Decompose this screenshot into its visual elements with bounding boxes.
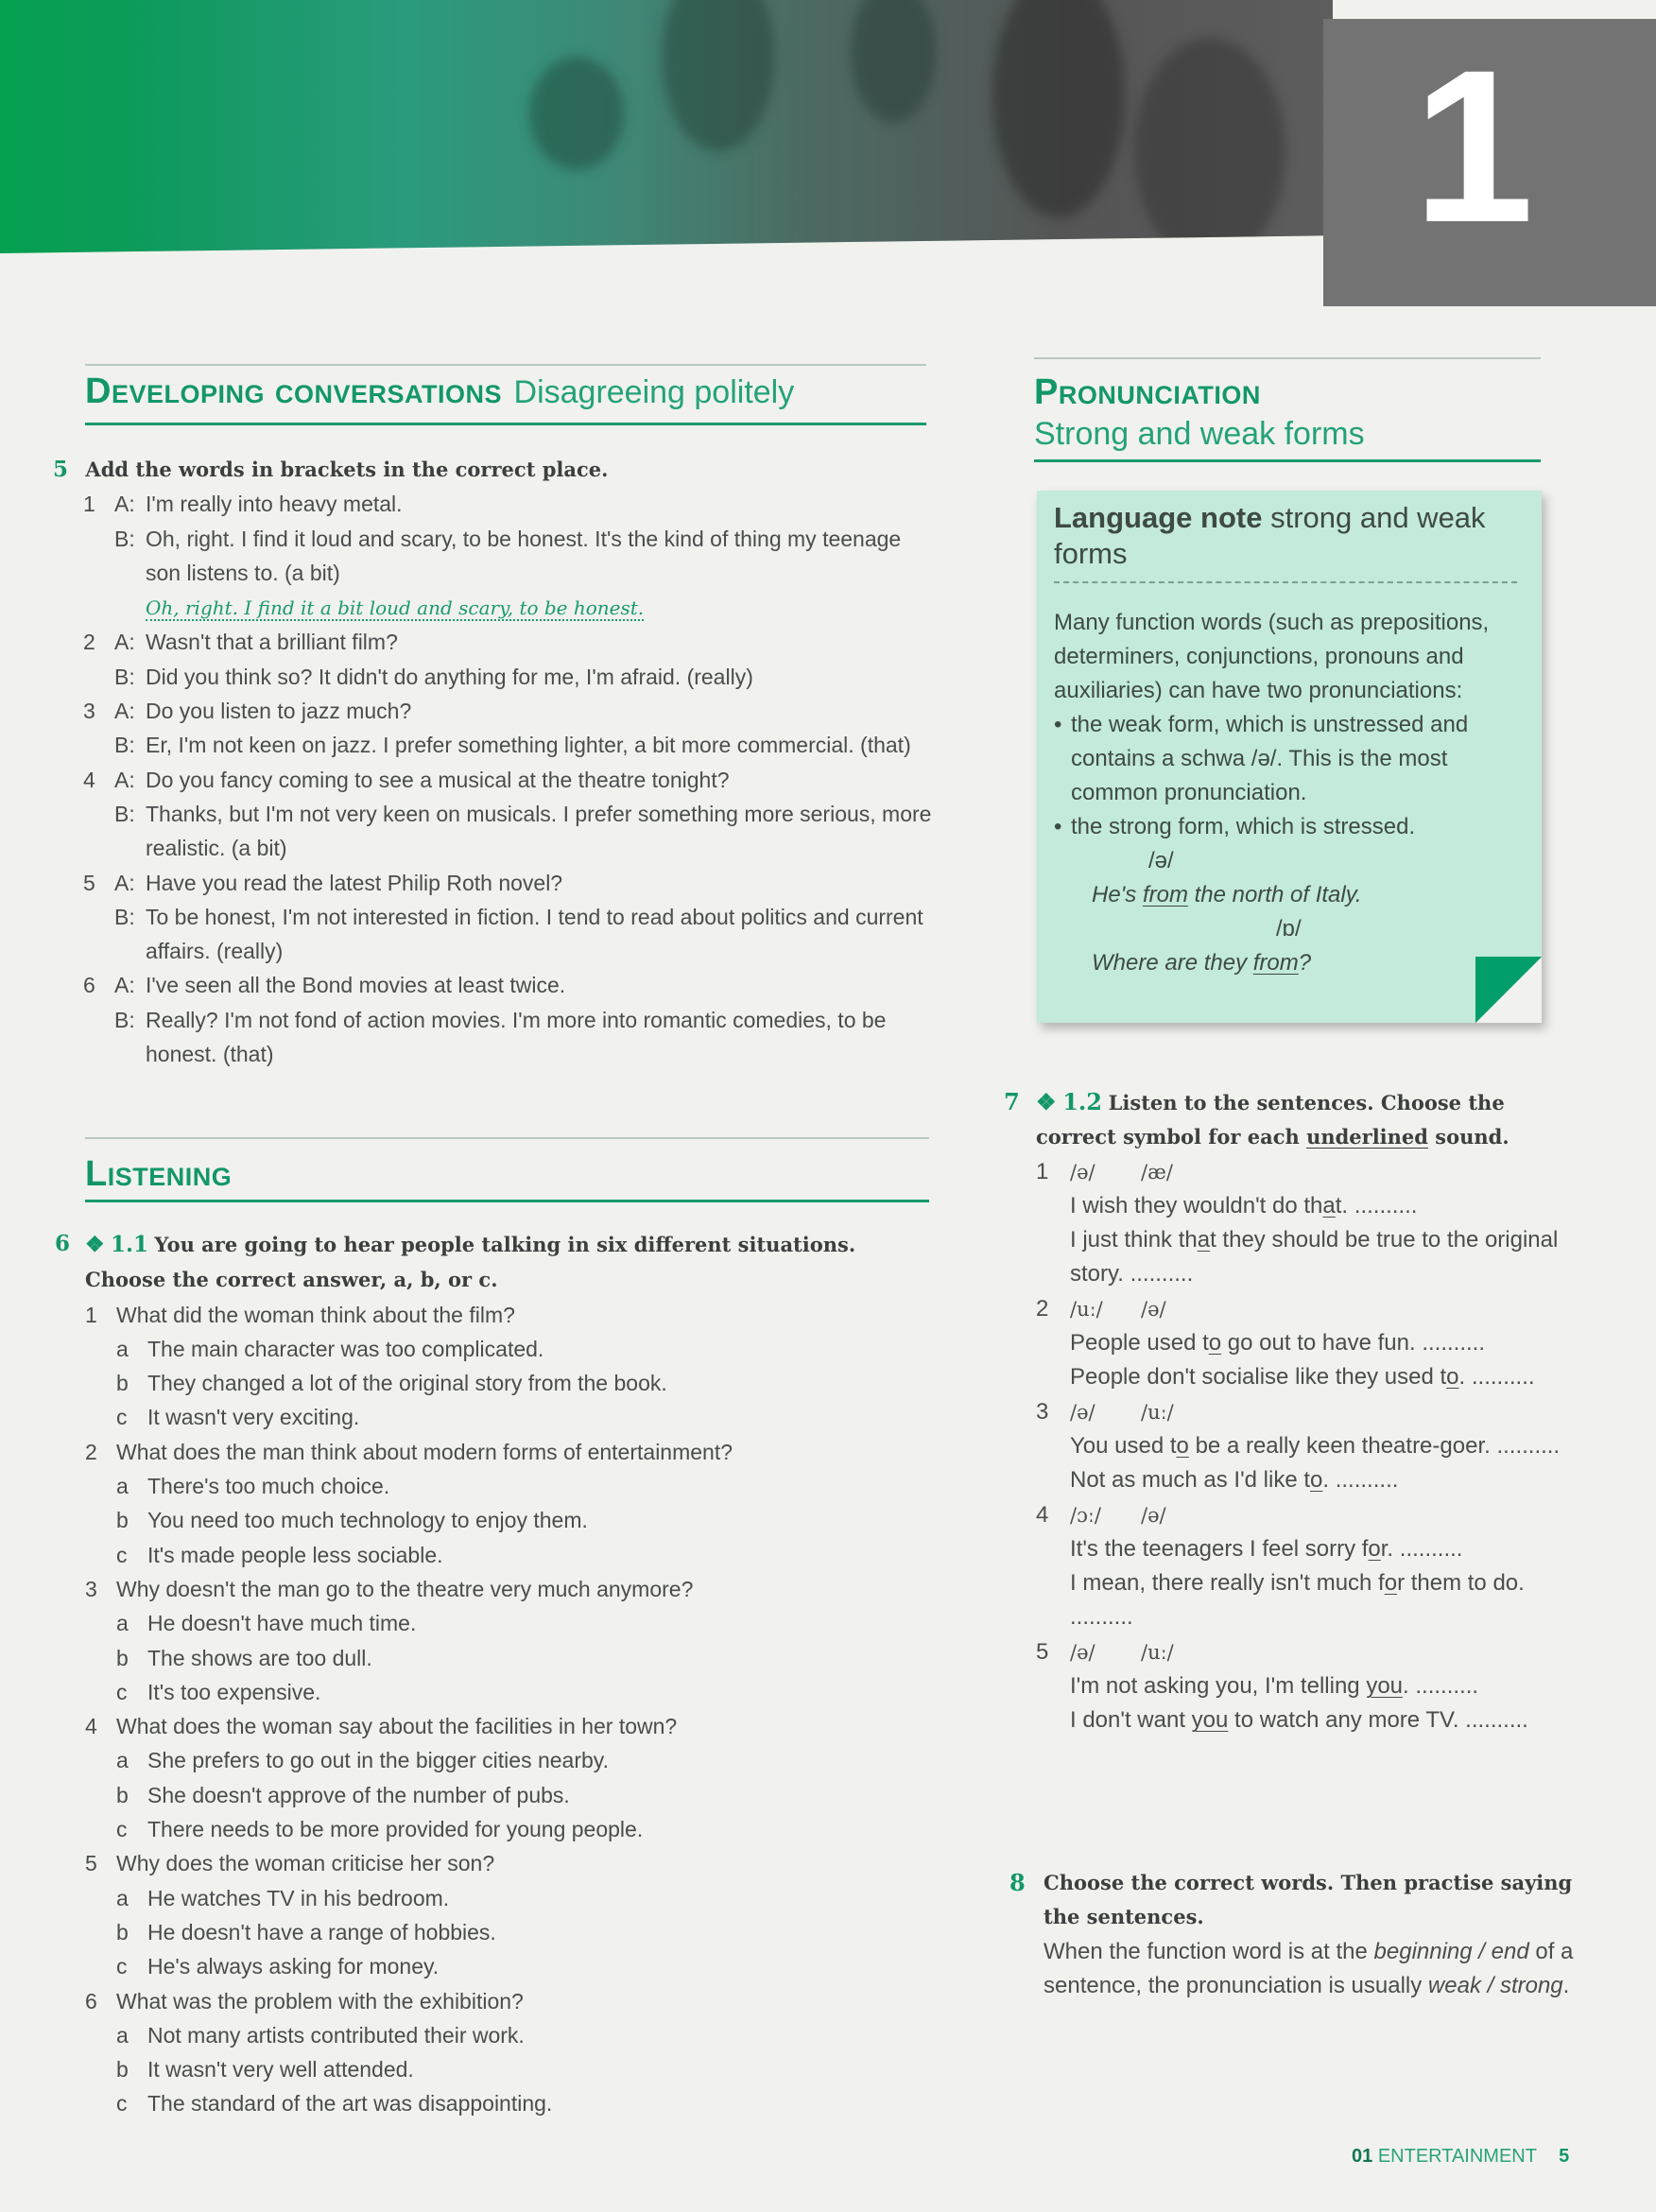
note-bullet <box>1054 810 1527 844</box>
answer-option[interactable] <box>85 1778 934 1812</box>
sentence <box>1070 1429 1561 1463</box>
option-letter: b <box>116 1919 129 1944</box>
exercise-number: 7 <box>1004 1088 1020 1115</box>
phonetic-symbol: /ə/ <box>1148 848 1174 873</box>
item-number: 5 <box>83 870 95 895</box>
sentence <box>1070 1703 1561 1737</box>
item-number: 1 <box>83 492 95 517</box>
answer-option[interactable] <box>85 1606 934 1640</box>
underlined-sound: o <box>1208 1330 1222 1357</box>
answer-option[interactable] <box>85 2018 934 2052</box>
symbols <box>1070 1635 1561 1669</box>
symbol-choice <box>1036 1395 1561 1429</box>
answer-option[interactable] <box>85 1812 934 1846</box>
sentence <box>1070 1326 1561 1360</box>
symbol-choice <box>1036 1155 1561 1189</box>
header-photo <box>0 0 1333 253</box>
dialogue-line-a <box>83 694 932 728</box>
page-number: 5 <box>1559 2146 1570 2167</box>
sentence-text: It's the teenagers I feel sorry f <box>1070 1535 1369 1562</box>
sentence-text: t they should be true to the original story. <box>1070 1227 1559 1287</box>
phonetic-symbol: /ɒ/ <box>1276 916 1302 942</box>
sentence <box>1070 1669 1561 1703</box>
answer-blank[interactable]: .......... <box>1354 1192 1418 1218</box>
answer-blank[interactable]: .......... <box>1496 1432 1561 1459</box>
speaker-b: B: <box>114 526 135 551</box>
option-letter: c <box>116 1405 128 1430</box>
option-letter: a <box>116 1474 129 1499</box>
instruction-underlined: underlined <box>1306 1125 1428 1149</box>
question-number: 5 <box>85 1851 97 1876</box>
line-a-text: Have you read the latest Philip Roth novel? <box>146 870 563 895</box>
option-letter: c <box>116 1542 128 1567</box>
page-fold-corner <box>1475 957 1542 1023</box>
track-number: 1.1 <box>111 1232 149 1257</box>
speaker-a: A: <box>114 973 135 998</box>
sentence <box>1070 1566 1561 1635</box>
option-text: They changed a lot of the original story from the book. <box>147 1371 667 1396</box>
dialogue-line-b <box>83 660 932 694</box>
item-number: 2 <box>83 630 95 655</box>
unit-number: 01 <box>1352 2146 1373 2167</box>
answer-blank[interactable]: .......... <box>1399 1535 1463 1562</box>
option-text: She prefers to go out in the bigger cities nearby. <box>147 1748 609 1773</box>
question <box>85 1435 934 1469</box>
line-b-text: Er, I'm not keen on jazz. I prefer something lighter, a bit more commercial. (that) <box>146 733 911 758</box>
answer-blank[interactable]: .......... <box>1465 1707 1528 1734</box>
option-text: It wasn't very exciting. <box>147 1405 360 1430</box>
answer-blank[interactable]: .......... <box>1471 1364 1535 1391</box>
answer-option[interactable] <box>85 2086 934 2120</box>
developing-conversations-heading <box>85 364 926 425</box>
option-letter: c <box>116 1954 128 1979</box>
exercise-instruction: You are going to hear people talking in six different situations. Choose the correct answer, a, b, or c. <box>85 1233 856 1292</box>
answer-blank[interactable]: .......... <box>1415 1673 1479 1700</box>
line-a-text: Do you fancy coming to see a musical at the theatre tonight? <box>146 767 730 792</box>
dialogue-line-a <box>83 763 932 797</box>
note-title: Language note <box>1054 501 1263 534</box>
exercise-8 <box>1009 1866 1577 2003</box>
exercise-5 <box>53 452 932 1071</box>
audio-track-icon[interactable]: ❖ <box>85 1232 105 1257</box>
option-letter: b <box>116 1782 129 1807</box>
underlined-sound: o <box>1310 1467 1323 1494</box>
item-number: 4 <box>83 767 95 792</box>
item-number: 3 <box>1036 1398 1049 1425</box>
dialogue-line-a <box>83 968 932 1002</box>
sentence-text: . <box>1562 1972 1570 1998</box>
question-number: 6 <box>85 1988 97 2013</box>
option-text: He doesn't have much time. <box>147 1611 417 1636</box>
question <box>85 1984 934 2018</box>
answer-option[interactable] <box>85 1366 934 1400</box>
underlined-sound: o <box>1176 1432 1189 1459</box>
option-text: You need too much technology to enjoy them. <box>147 1508 588 1533</box>
listening-heading <box>85 1137 929 1202</box>
note-subtitle: strong and weak forms <box>1054 501 1486 570</box>
speaker-b: B: <box>114 1007 135 1032</box>
bullet-icon: • <box>1054 712 1062 737</box>
sentence-text: . <box>1458 1364 1466 1391</box>
section-subtitle: Strong and weak forms <box>1034 416 1365 452</box>
question <box>85 1298 934 1332</box>
question-text: Why doesn't the man go to the theatre very much anymore? <box>116 1576 694 1601</box>
example-text: He's <box>1092 882 1143 907</box>
item-number: 6 <box>83 973 95 998</box>
sentence-text: go out to have fun. <box>1221 1330 1416 1357</box>
section-title: Listening <box>85 1154 233 1194</box>
speaker-a: A: <box>114 630 135 655</box>
note-body: Many function words (such as prepositions, determiners, conjunctions, pronouns and auxiliaries) can have two pronunciations: <box>1054 610 1490 703</box>
option-text: Not many artists contributed their work. <box>147 2022 525 2048</box>
symbols <box>1070 1292 1561 1326</box>
sentence-text: . <box>1322 1467 1330 1494</box>
option-text: The shows are too dull. <box>147 1645 372 1670</box>
chapter-number-box <box>1323 19 1656 306</box>
symbols <box>1070 1395 1561 1429</box>
speaker-a: A: <box>114 492 135 517</box>
question <box>85 1572 934 1606</box>
answer-blank[interactable]: .......... <box>1422 1330 1485 1357</box>
option-text: He watches TV in his bedroom. <box>147 1885 450 1910</box>
phonetic-symbol-option[interactable]: /ə/ <box>1141 1503 1166 1527</box>
bullet-text: the weak form, which is unstressed and contains a schwa /ə/. This is the most common pronunciation. <box>1071 712 1469 805</box>
option-text: It wasn't very well attended. <box>147 2057 414 2082</box>
symbols <box>1070 1498 1561 1532</box>
answer-option[interactable] <box>85 1949 934 1983</box>
exercise-instruction: Choose the correct words. Then practise saying the sentences. <box>1044 1871 1573 1929</box>
question-number: 2 <box>85 1439 97 1464</box>
answer-option[interactable] <box>85 1538 934 1572</box>
option-text: It's too expensive. <box>147 1679 321 1704</box>
sentence-text: I mean, there really isn't much f <box>1070 1570 1385 1597</box>
example-underlined: from <box>1142 882 1188 907</box>
dialogue-line-a <box>83 625 932 659</box>
question-number: 1 <box>85 1302 97 1327</box>
question-number: 3 <box>85 1576 97 1601</box>
page-footer <box>1352 2146 1569 2168</box>
answer-blank[interactable]: .......... <box>1070 1604 1133 1631</box>
phonetic-symbol-option[interactable]: /uː/ <box>1141 1400 1174 1424</box>
option-letter: b <box>116 1371 129 1396</box>
sentence-text: Not as much as I'd like t <box>1070 1467 1311 1494</box>
line-a-text: Do you listen to jazz much? <box>146 699 412 724</box>
line-a-text: I'm really into heavy metal. <box>146 492 403 517</box>
sentence-text: t. <box>1335 1192 1349 1218</box>
dialogue-line-b <box>83 728 932 762</box>
option-text: He's always asking for money. <box>147 1954 440 1979</box>
sentence-text: I just think th <box>1070 1227 1198 1253</box>
language-note-box <box>1037 491 1542 1023</box>
option-text: He doesn't have a range of hobbies. <box>147 1919 496 1944</box>
answer-option[interactable] <box>85 1641 934 1675</box>
sentence-text: . <box>1403 1673 1409 1700</box>
speaker-b: B: <box>114 801 135 826</box>
option-letter: c <box>116 1817 128 1842</box>
item-number: 1 <box>1036 1158 1049 1184</box>
audio-track-icon[interactable]: ❖ <box>1036 1088 1057 1115</box>
dialogue-line-b <box>83 1003 932 1072</box>
dialogue-line-a <box>83 866 932 900</box>
example-sentence <box>1092 946 1527 980</box>
sentence-text: I'm not asking you, I'm telling <box>1070 1673 1367 1700</box>
line-b-text: To be honest, I'm not interested in fiction. I tend to read about politics and current affairs. (really) <box>146 904 923 964</box>
underlined-sound: o <box>1384 1570 1398 1597</box>
dialogue-line-a <box>83 487 932 521</box>
item-number: 2 <box>1036 1295 1049 1322</box>
question-text: What was the problem with the exhibition? <box>116 1988 524 2013</box>
answer-wrap <box>146 590 932 625</box>
answer-option[interactable] <box>85 1332 934 1366</box>
symbol-choice <box>1036 1498 1561 1532</box>
sentence-text: I wish they wouldn't do th <box>1070 1192 1323 1218</box>
speaker-b: B: <box>114 733 135 758</box>
line-b-text: Really? I'm not fond of action movies. I'm more into romantic comedies, to be honest. (that) <box>146 1007 887 1067</box>
answer-option[interactable] <box>85 1881 934 1915</box>
exercise-number: 6 <box>55 1231 71 1256</box>
answer-option[interactable] <box>85 1400 934 1434</box>
option-letter: b <box>116 2057 129 2082</box>
sentence-text: People used t <box>1070 1330 1209 1357</box>
answer-blank[interactable]: .......... <box>1130 1261 1194 1287</box>
underlined-sound: you <box>1366 1673 1404 1700</box>
answer-option[interactable] <box>85 1503 934 1537</box>
handwritten-answer: Oh, right. I find it a bit loud and scary, to be honest. <box>146 596 645 620</box>
sentence <box>1070 1360 1561 1394</box>
question-text: What does the man think about modern forms of entertainment? <box>116 1439 733 1464</box>
underlined-sound: you <box>1191 1707 1229 1734</box>
option-text: There needs to be more provided for young people. <box>147 1817 644 1842</box>
question <box>85 1709 934 1743</box>
question-text: What did the woman think about the film? <box>116 1302 515 1327</box>
phonetic-symbol-option[interactable]: /uː/ <box>1070 1297 1103 1321</box>
option-letter: a <box>116 1885 129 1910</box>
answer-blank[interactable]: .......... <box>1335 1467 1399 1494</box>
underlined-sound: a <box>1197 1227 1211 1253</box>
speaker-a: A: <box>114 870 135 895</box>
exercise-number: 5 <box>53 457 69 482</box>
line-b-text: Thanks, but I'm not very keen on musicals. I prefer something more serious, more realistic. (a bit) <box>146 801 932 861</box>
phonetic-symbol-option[interactable]: /ə/ <box>1141 1297 1166 1321</box>
bullet-icon: • <box>1054 814 1062 839</box>
section-subtitle: Disagreeing politely <box>513 374 795 410</box>
sentence-text: be a really keen theatre-goer. <box>1188 1432 1491 1459</box>
item-number: 4 <box>1036 1501 1049 1528</box>
example-text: the north of Italy. <box>1187 882 1362 907</box>
bullet-text: the strong form, which is stressed. <box>1071 814 1416 839</box>
exercise-6 <box>55 1227 934 2121</box>
track-number: 1.2 <box>1062 1088 1102 1115</box>
question <box>85 1846 934 1880</box>
phonetic-symbol-option[interactable]: /ə/ <box>1070 1160 1095 1184</box>
underlined-sound: o <box>1368 1535 1381 1562</box>
sentence-text: to watch any more TV. <box>1228 1707 1459 1734</box>
chapter-number: 1 <box>1413 25 1534 268</box>
sentence-text: of a sentence, the pronunciation is usually <box>1044 1938 1574 1998</box>
sentence-text: You used t <box>1070 1432 1177 1459</box>
option-letter: a <box>116 1336 129 1361</box>
phonetic-symbol-option[interactable]: /ə/ <box>1070 1400 1095 1424</box>
option-letter: c <box>116 1679 128 1704</box>
phonetic-symbol-option[interactable]: /æ/ <box>1141 1160 1173 1184</box>
unit-name: ENTERTAINMENT <box>1377 2146 1537 2167</box>
sentence <box>1070 1189 1561 1223</box>
example-text: ? <box>1298 950 1312 976</box>
line-a-text: Wasn't that a brilliant film? <box>146 630 398 655</box>
option-text: The main character was too complicated. <box>147 1336 544 1361</box>
sentence-text: r them to do. <box>1397 1570 1525 1597</box>
pronunciation-heading <box>1034 357 1541 462</box>
symbol-choice <box>1036 1635 1561 1669</box>
speaker-a: A: <box>114 699 135 724</box>
sentence <box>1070 1532 1561 1566</box>
example-text: Where are they <box>1092 950 1253 976</box>
symbol-choice <box>1036 1292 1561 1326</box>
line-b-text: Did you think so? It didn't do anything for me, I'm afraid. (really) <box>146 664 753 689</box>
choice-options[interactable]: beginning / end <box>1373 1938 1529 1964</box>
answer-option[interactable] <box>85 1743 934 1777</box>
line-b-text: Oh, right. I find it loud and scary, to be honest. It's the kind of thing my teenage son listens to. (a bit) <box>146 526 902 585</box>
option-text: The standard of the art was disappointing. <box>147 2091 553 2117</box>
answer-option[interactable] <box>85 2052 934 2086</box>
line-a-text: I've seen all the Bond movies at least twice. <box>146 973 566 998</box>
option-letter: a <box>116 2022 129 2048</box>
exercise-number: 8 <box>1009 1869 1026 1896</box>
option-letter: c <box>116 2091 128 2117</box>
option-text: It's made people less sociable. <box>147 1542 443 1567</box>
question-text: What does the woman say about the facilities in her town? <box>116 1714 678 1739</box>
instruction-text-end: sound. <box>1427 1125 1509 1149</box>
sentence <box>1070 1463 1561 1497</box>
item-number: 5 <box>1036 1638 1049 1665</box>
speaker-b: B: <box>114 904 135 929</box>
sentence-text: People don't socialise like they used t <box>1070 1364 1447 1391</box>
example-sentence <box>1092 878 1527 912</box>
note-bullet <box>1054 708 1527 810</box>
option-text: There's too much choice. <box>147 1474 390 1499</box>
exercise-instruction: Add the words in brackets in the correct place. <box>85 458 609 481</box>
phonetic-symbol-option[interactable]: /ə/ <box>1070 1640 1095 1664</box>
phonetic-symbol-option[interactable]: /ɔː/ <box>1070 1503 1101 1527</box>
underlined-sound: a <box>1322 1192 1336 1218</box>
sentence-text: I don't want <box>1070 1707 1192 1734</box>
sentence-text: r. <box>1380 1535 1394 1562</box>
symbols <box>1070 1155 1561 1189</box>
option-text: She doesn't approve of the number of pubs. <box>147 1782 570 1807</box>
option-letter: a <box>116 1748 129 1773</box>
sentence-text: When the function word is at the <box>1044 1938 1374 1964</box>
speaker-a: A: <box>114 767 135 792</box>
question-text: Why does the woman criticise her son? <box>116 1851 495 1876</box>
section-title: Pronunciation <box>1034 372 1261 412</box>
example-underlined: from <box>1252 950 1299 976</box>
section-title: Developing conversations <box>85 372 503 411</box>
instruction-text: Listen to the sentences. Choose the correct symbol for each <box>1036 1091 1505 1149</box>
option-letter: a <box>116 1611 129 1636</box>
dialogue-line-b <box>83 900 932 969</box>
dialogue-line-b <box>83 797 932 866</box>
sentence <box>1070 1223 1561 1292</box>
option-letter: b <box>116 1645 129 1670</box>
exercise-7 <box>1004 1085 1561 1738</box>
answer-option[interactable] <box>85 1675 934 1709</box>
answer-line <box>83 590 932 625</box>
question-number: 4 <box>85 1714 97 1739</box>
answer-option[interactable] <box>85 1469 934 1503</box>
choice-options[interactable]: weak / strong <box>1427 1972 1563 1998</box>
underlined-sound: o <box>1446 1364 1459 1391</box>
dialogue-line-b <box>83 522 932 591</box>
option-letter: b <box>116 1508 129 1533</box>
speaker-b: B: <box>114 664 135 689</box>
item-number: 3 <box>83 699 95 724</box>
phonetic-symbol-option[interactable]: /uː/ <box>1141 1640 1174 1664</box>
answer-option[interactable] <box>85 1915 934 1949</box>
